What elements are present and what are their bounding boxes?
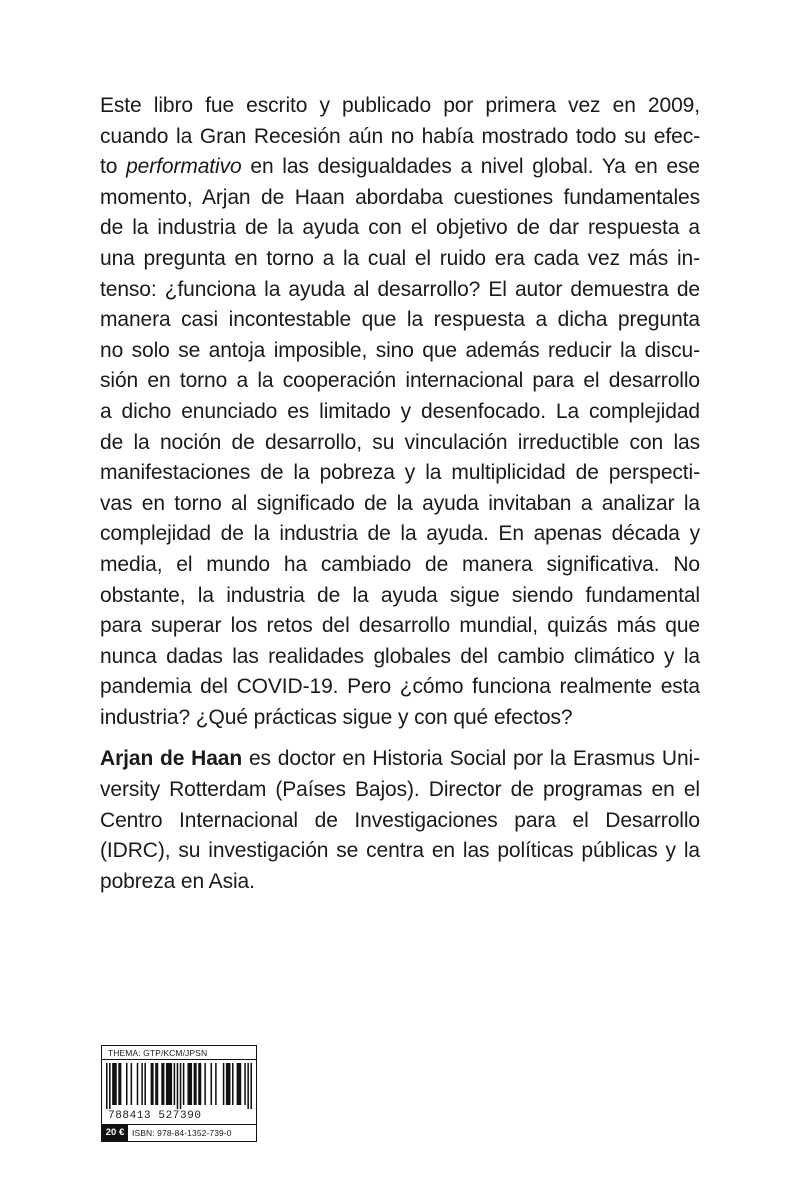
- synopsis-line: para superar los retos del desarrollo mundial, quizás más que: [100, 614, 700, 638]
- barcode-bar: [244, 1063, 246, 1105]
- barcode-bar: [232, 1063, 234, 1105]
- barcode-bar: [112, 1063, 117, 1105]
- synopsis-line: nunca dadas las realidades globales del cambio climático y la: [100, 644, 700, 668]
- bio-line: [100, 744, 700, 775]
- synopsis-line: manera casi incontestable que la respuesta a dicha pregunta: [100, 308, 700, 332]
- bio-line: Centro Internacional de Investigaciones para el Desarrollo: [100, 808, 700, 832]
- synopsis-line: momento, Arjan de Haan abordaba cuestiones fundamentales: [100, 185, 700, 209]
- barcode-bar: [174, 1063, 176, 1105]
- barcode-bar: [247, 1063, 249, 1109]
- synopsis-paragraph: [100, 91, 700, 733]
- bio-line: versity Rotterdam (Países Bajos). Director de programas en el: [100, 778, 700, 802]
- synopsis-line: complejidad de la industria de la ayuda. En apenas década y: [100, 522, 700, 546]
- synopsis-line: de la industria de la ayuda con el objetivo de dar respuesta a: [100, 216, 700, 240]
- barcode-bar: [211, 1063, 213, 1105]
- barcode-bar: [151, 1063, 154, 1105]
- synopsis-line-rest: en las desigualdades a nivel global. Ya en ese: [250, 155, 700, 179]
- ean-number: 788413 527390: [108, 1110, 202, 1122]
- synopsis-line: vas en torno al significado de la ayuda invitaban a analizar la: [100, 491, 700, 515]
- barcode-bar: [250, 1063, 252, 1109]
- barcode-bar: [131, 1063, 133, 1105]
- price-tag: 20 €: [102, 1125, 128, 1141]
- barcode-bar: [215, 1063, 217, 1105]
- synopsis-line: pandemia del COVID-19. Pero ¿cómo funciona realmente esta: [100, 675, 700, 699]
- synopsis-line: [100, 152, 700, 183]
- italic-term: performativo: [126, 155, 242, 179]
- synopsis-line: Este libro fue escrito y publicado por primera vez en 2009,: [100, 94, 700, 117]
- barcode-bar: [223, 1063, 225, 1105]
- synopsis-line: sión en torno a la cooperación internacional para el desarrollo: [100, 369, 700, 393]
- barcode-block: [101, 1045, 257, 1142]
- synopsis-line: media, el mundo ha cambiado de manera significativa. No: [100, 552, 700, 576]
- author-name: Arjan de Haan: [100, 747, 243, 771]
- synopsis-line: obstante, la industria de la ayuda sigue siendo fundamental: [100, 583, 700, 607]
- barcode-bar: [137, 1063, 139, 1105]
- barcode-bar: [194, 1063, 197, 1105]
- thema-code: THEMA: GTP/KCM/JPSN: [102, 1046, 256, 1060]
- barcode-bar: [126, 1063, 128, 1105]
- author-bio-paragraph: [100, 744, 700, 897]
- synopsis-line: industria? ¿Qué prácticas sigue y con qué efectos?: [100, 705, 573, 729]
- synopsis-line: de la noción de desarrollo, su vinculación irreductible con las: [100, 430, 700, 454]
- barcode-bar: [118, 1063, 121, 1105]
- ean-barcode: [106, 1063, 252, 1109]
- barcode-bar: [161, 1063, 164, 1105]
- barcode-bar: [237, 1063, 242, 1105]
- synopsis-line: a dicho enunciado es limitado y desenfocado. La complejidad: [100, 399, 700, 423]
- bio-line: pobreza en Asia.: [100, 869, 255, 893]
- barcode-bar: [180, 1063, 182, 1109]
- barcode-bar: [183, 1063, 185, 1105]
- synopsis-line: no solo se antoja imposible, sino que además reducir la discu-: [100, 338, 700, 362]
- barcode-bar: [155, 1063, 158, 1105]
- synopsis-line: cuando la Gran Recesión aún no había mostrado todo su efec-: [100, 124, 700, 148]
- barcode-bar: [109, 1063, 111, 1109]
- barcode-bar: [166, 1063, 172, 1105]
- synopsis-line: manifestaciones de la pobreza y la multiplicidad de perspecti-: [100, 461, 700, 485]
- isbn-number: ISBN: 978-84-1352-739-0: [132, 1128, 232, 1138]
- synopsis-line-prefix: to: [100, 155, 127, 179]
- synopsis-line: una pregunta en torno a la cual el ruido era cada vez más in-: [100, 246, 700, 270]
- barcode-bar: [204, 1063, 206, 1105]
- back-cover-blurb: [100, 91, 700, 897]
- barcode-bar: [144, 1063, 146, 1105]
- barcode-bar: [187, 1063, 192, 1105]
- barcode-bar: [177, 1063, 179, 1109]
- barcode-bar: [198, 1063, 201, 1105]
- barcode-bar: [106, 1063, 108, 1109]
- price-isbn-row: [102, 1124, 256, 1141]
- barcode-bar: [141, 1063, 143, 1105]
- synopsis-line: tenso: ¿funciona la ayuda al desarrollo? El autor demuestra de: [100, 277, 700, 301]
- bio-line-text: es doctor en Historia Social por la Erasmus Uni-: [242, 747, 700, 771]
- barcode-bar: [226, 1063, 231, 1105]
- bio-line: (IDRC), su investigación se centra en las políticas públicas y la: [100, 839, 700, 863]
